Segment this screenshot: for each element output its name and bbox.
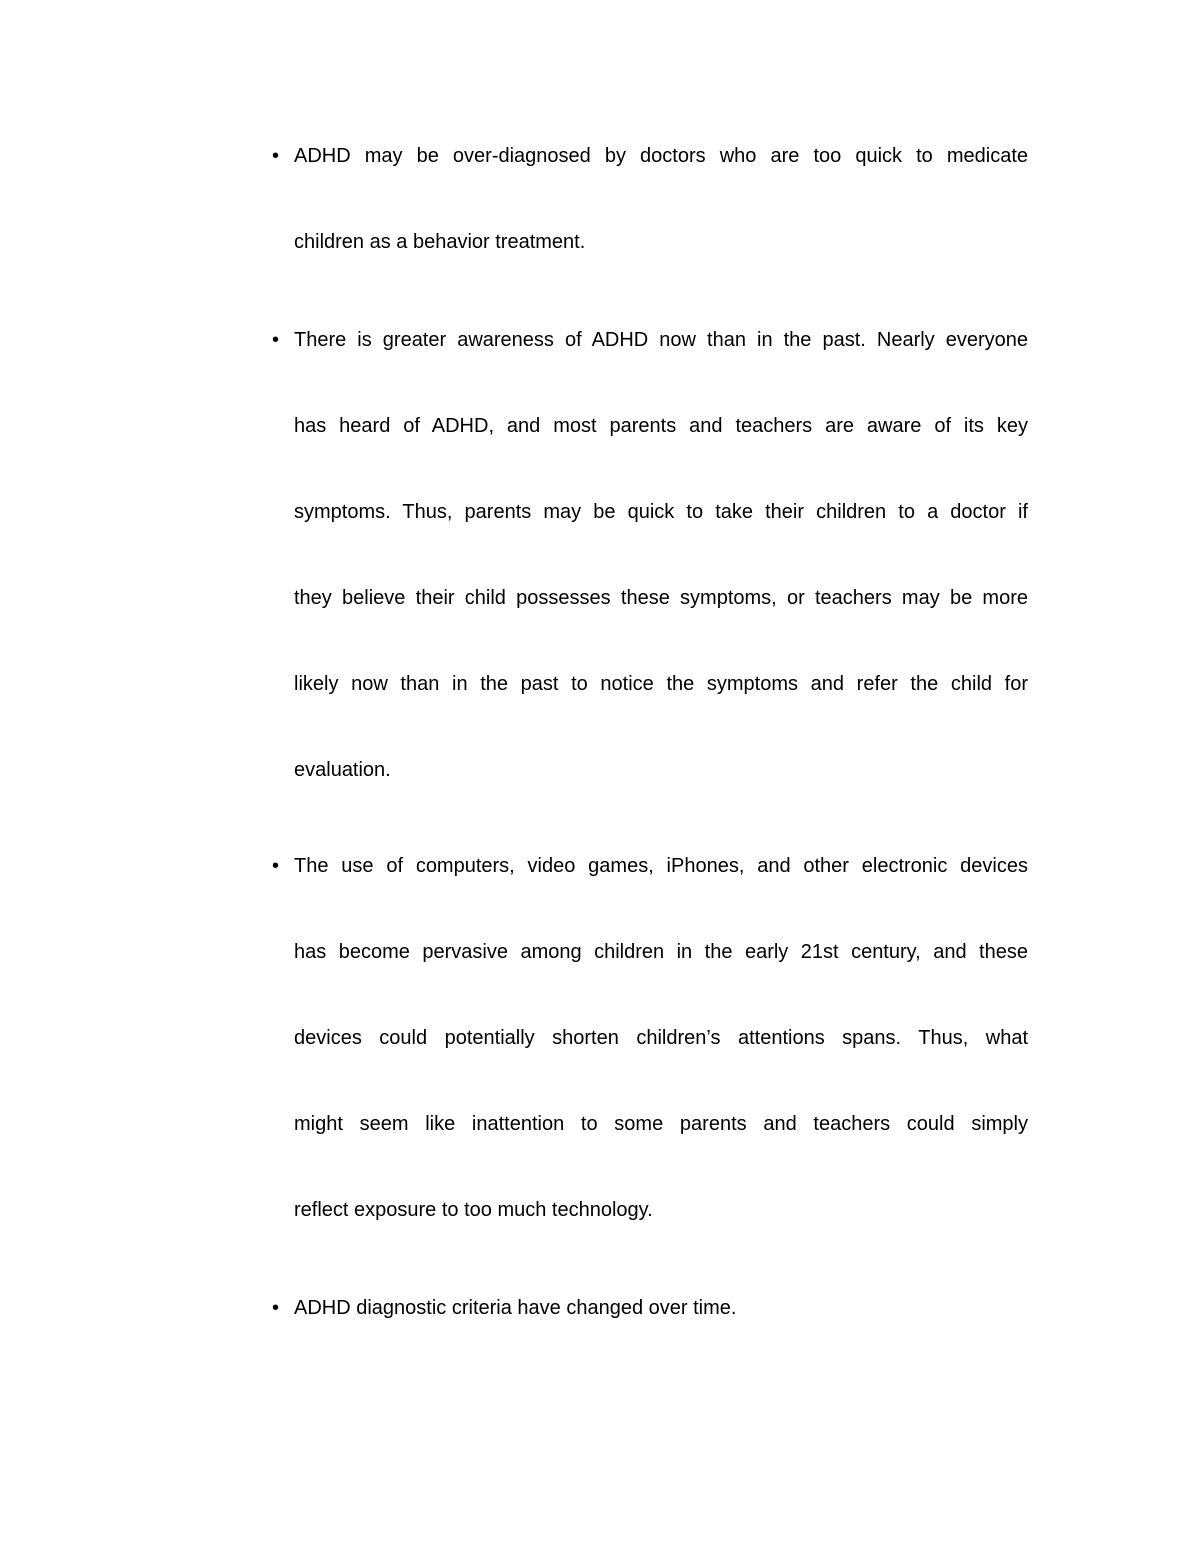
bullet-point-icon: • xyxy=(272,329,280,351)
text-line: evaluation. xyxy=(294,759,391,781)
text-line: children as a behavior treatment. xyxy=(294,231,586,253)
text-line: symptoms. Thus, parents may be quick to take their children to a doctor if xyxy=(294,501,1028,523)
text-line: ADHD may be over-diagnosed by doctors who are too quick to medicate xyxy=(294,145,1028,167)
text-line: has heard of ADHD, and most parents and teachers are aware of its key xyxy=(294,415,1028,437)
text-line: reflect exposure to too much technology. xyxy=(294,1199,653,1221)
text-line: might seem like inattention to some parents and teachers could simply xyxy=(294,1113,1028,1135)
text-line: likely now than in the past to notice the symptoms and refer the child for xyxy=(294,673,1028,695)
text-line: ADHD diagnostic criteria have changed over time. xyxy=(294,1297,737,1319)
text-line: There is greater awareness of ADHD now than in the past. Nearly everyone xyxy=(294,329,1028,351)
text-line: has become pervasive among children in the early 21st century, and these xyxy=(294,941,1028,963)
text-line: they believe their child possesses these symptoms, or teachers may be more xyxy=(294,587,1028,609)
bullet-point-icon: • xyxy=(272,855,280,877)
bullet-point-icon: • xyxy=(272,145,280,167)
text-line: devices could potentially shorten children’s attentions spans. Thus, what xyxy=(294,1027,1028,1049)
bullet-point-icon: • xyxy=(272,1297,280,1319)
text-line: The use of computers, video games, iPhones, and other electronic devices xyxy=(294,855,1028,877)
